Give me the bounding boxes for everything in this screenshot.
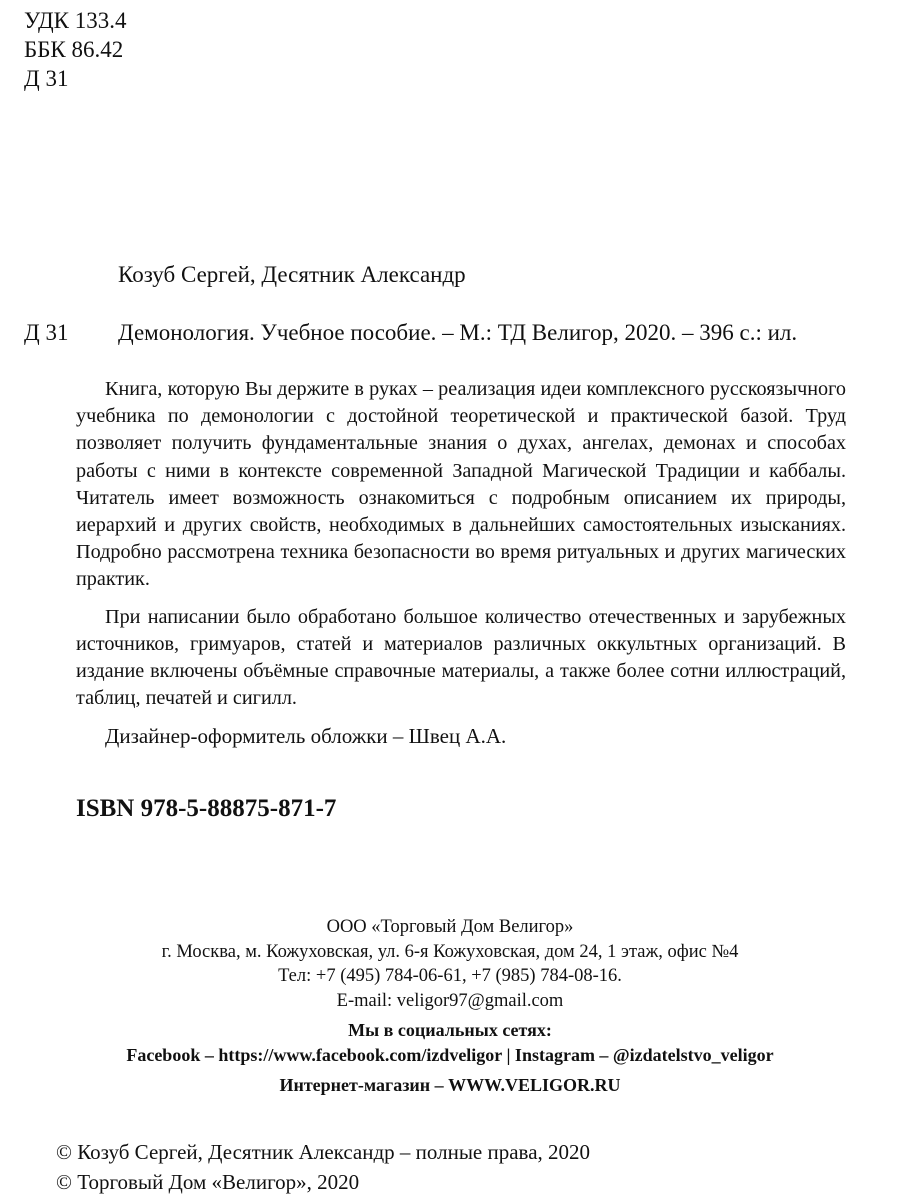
bibliographic-entry bbox=[24, 320, 797, 346]
author-mark: Д 31 bbox=[24, 66, 69, 91]
abstract bbox=[76, 376, 846, 722]
abstract-paragraph: При написании было обработано большое количество отечественных и зарубежных источников, гримуаров, статей и материалов различных оккультных организаций. В издание включены объёмные справочные материалы, а также более сотни иллюстраций, таблиц, печатей и сигилл. bbox=[76, 605, 846, 710]
copyright-authors: © Козуб Сергей, Десятник Александр – полные права, 2020 bbox=[56, 1140, 591, 1164]
publisher-name: ООО «Торговый Дом Велигор» bbox=[326, 917, 574, 937]
publisher-address: г. Москва, м. Кожуховская, ул. 6-я Кожуховская, дом 24, 1 этаж, офис №4 bbox=[161, 941, 739, 962]
classification-codes bbox=[24, 6, 127, 93]
authors-line: Козуб Сергей, Десятник Александр bbox=[118, 262, 466, 287]
copyright-publisher: © Торговый Дом «Велигор», 2020 bbox=[56, 1170, 360, 1194]
cover-designer: Дизайнер-оформитель обложки – Швец А.А. bbox=[105, 724, 507, 748]
online-shop: Интернет-магазин – WWW.VELIGOR.RU bbox=[279, 1075, 621, 1095]
bbk-code: ББК 86.42 bbox=[24, 37, 124, 62]
publisher-email: E-mail: veligor97@gmail.com bbox=[336, 990, 564, 1011]
social-block bbox=[30, 1018, 870, 1098]
publisher-info bbox=[60, 915, 840, 1013]
abstract-paragraph: Книга, которую Вы держите в руках – реализация идеи комплексного русскоязычного учебника по демонологии с достойной теоретической и практической базой. Труд позволяет получить фундаментальные знания о духах, ангелах, демонах и способах работы с ними в контексте современной Западной Магической Традиции и каббалы. Читатель имеет возможность ознакомиться с подробным описанием их природы, иерархий и других свойств, необходимых в дальнейших самостоятельных изысканиях. Подробно рассмотрена техника безопасности во время ритуальных и других магических практик. bbox=[76, 378, 846, 591]
udk-code: УДК 133.4 bbox=[24, 8, 127, 33]
publisher-phone: Тел: +7 (495) 784-06-61, +7 (985) 784-08-16. bbox=[278, 966, 622, 986]
biblio-code: Д 31 bbox=[24, 320, 69, 345]
biblio-text: Демонология. Учебное пособие. – М.: ТД Велигор, 2020. – 396 с.: ил. bbox=[118, 320, 798, 345]
social-links: Facebook – https://www.facebook.com/izdveligor | Instagram – @izdatelstvo_veligor bbox=[126, 1045, 774, 1065]
social-heading: Мы в социальных сетях: bbox=[348, 1020, 552, 1040]
isbn: ISBN 978-5-88875-871-7 bbox=[76, 795, 337, 822]
copyright-block bbox=[56, 1137, 590, 1197]
